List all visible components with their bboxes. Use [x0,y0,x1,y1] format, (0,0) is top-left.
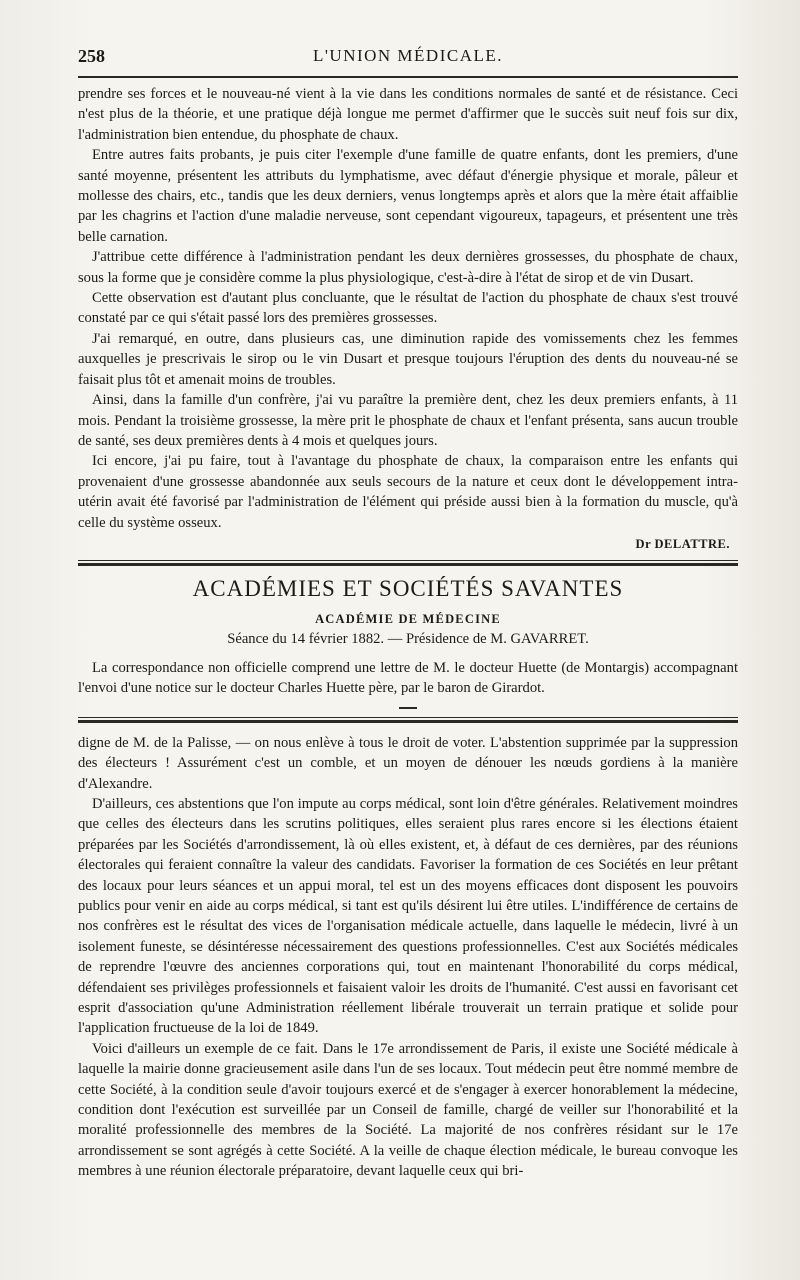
article-paragraph-3: J'attribue cette différence à l'administration pendant les deux dernières grossesses, du phosphate de chaux, sous la forme que je considère comme la plus physiologique, c'est-à-dire à l'état de sirop et de vin Dusart. [78,249,738,286]
subsection-title: ACADÉMIE DE MÉDECINE [315,611,501,626]
feuilleton [78,733,738,1182]
section-rule [78,560,738,566]
article-continued [78,84,738,552]
section-title: ACADÉMIES ET SOCIÉTÉS SAVANTES [192,575,624,601]
article-paragraph-4: Cette observation est d'autant plus concluante, que le résultat de l'action du phosphate de chaux s'est trouvé constaté par ce qui s'était passé lors des premières grossesses. [78,290,738,327]
feuilleton-paragraph-1: digne de M. de la Palisse, — on nous enlève à tous le droit de voter. L'abstention supprimée par la suppression des électeurs ! Assurément c'est un comble, et un moyen de dénouer les nœuds gordiens à la manière d'Alexandre. [78,734,738,792]
session-line: Séance du 14 février 1882. — Présidence de M. GAVARRET. [227,630,589,647]
article-paragraph-6: Ainsi, dans la famille d'un confrère, j'ai vu paraître la première dent, chez les deux premiers enfants, à 11 mois. Pendant la troisième grossesse, la mère prit le phosphate de chaux et l'enfant présenta, sans aucun trouble de santé, ses deux premières dents à 4 mois et quelques jours. [78,392,738,449]
article-paragraph-2: Entre autres faits probants, je puis citer l'exemple d'une famille de quatre enfants, dont les premiers, d'une santé moyenne, présentent les attributs du lymphatisme, avec défaut d'énergie physique et morale, pâleur et mollesse des chairs, etc., tandis que les deux derniers, venus longtemps après et alors que la mère était affaiblie par les chagrins et l'action d'une maladie nerveuse, sont cependant vigoureux, tapageurs, et présentent une très belle carnation. [78,147,738,245]
feuilleton-paragraph-2: D'ailleurs, ces abstentions que l'on impute au corps médical, sont loin d'être générales. Relativement moindres que celles des électeurs dans les scrutins politiques, elles seraient plus rares encore si les élections étaient préparées par les Sociétés d'arrondissement, là où elles existent, et, à défaut de ces dernières, par des réunions électorales qui feraient connaître la valeur des candidats. Favoriser la formation de ces Sociétés en leur prêtant des locaux pour leurs séances et un appui moral, tel est un des moyens efficaces dont disposent les pouvoirs publics pour venir en aide au corps médical, si tant est qu'ils désirent lui être utiles. L'indifférence de certains de nos confrères est le résultat des vices de l'organisation médicale actuelle, dans laquelle le médecin, livré à un isolement funeste, se désintéresse nécessairement des questions professionnelles. C'est aux Sociétés médicales de reprendre l'œuvre des anciennes corporations qui, tout en maintenant l'honorabilité du corps médical, défendaient ses privilèges professionnels et faisaient valoir les droits de l'humanité. C'est aussi en favorisant cet esprit d'association qu'une Administration réellement libérale trouverait un terrain pratique et solide pour l'application fructueuse de la loi de 1849. [78,795,738,1037]
article-paragraph-1: prendre ses forces et le nouveau-né vient à la vie dans les conditions normales de santé et de résistance. Ceci n'est plus de la théorie, et une pratique déjà longue me permet d'affirmer que le succès suit neuf fois sur dix, l'administration bien entendue, du phosphate de chaux. [78,86,738,143]
section-end-dash [399,707,417,709]
academies-section [78,576,738,709]
article-paragraph-5: J'ai remarqué, en outre, dans plusieurs cas, une diminution rapide des vomissements chez les femmes auxquelles je prescrivais le sirop ou le vin Dusart et presque toujours l'éruption des dents du nouveau-né se faisait plus tôt et amenait moins de troubles. [78,330,738,388]
article-paragraph-7: Ici encore, j'ai pu faire, tout à l'avantage du phosphate de chaux, la comparaison entre les enfants qui provenaient d'une grossesse abandonnée aux seuls secours de la nature et ceux dont le développement intra-utérin avait été favorisé par l'administration de l'élément qui préside aussi bien à la formation du muscle, qu'à celle du système osseux. [78,453,738,531]
page-header [78,38,738,72]
feuilleton-paragraph-3: Voici d'ailleurs un exemple de ce fait. Dans le 17e arrondissement de Paris, il existe une Société médicale à laquelle la mairie donne gracieusement asile dans l'un de ses locaux. Tout médecin peut être nommé membre de cette Société, à la condition seule d'avoir toujours exercé et de s'engager à exercer honorablement la médecine, condition dont l'exécution est surveillée par un Conseil de famille, chargé de veiller sur l'honorabilité et la moralité professionnelle des membres de la Société. La majorité de nos confrères résidant sur le 17e arrondissement se sont agrégés à cette Société. A la veille de chaque élection médicale, le bureau convoque les membres à une réunion électorale préparatoire, devant laquelle ceux qui bri- [78,1040,738,1180]
section-paragraph: La correspondance non officielle comprend une lettre de M. le docteur Huette (de Montargis) accompagnant l'envoi d'une notice sur le docteur Charles Huette père, par le baron de Girardot. [78,659,738,697]
header-rule [78,76,738,78]
running-head: L'UNION MÉDICALE. [312,46,504,65]
feuilleton-rule [78,717,738,723]
page-number: 258 [78,46,105,66]
author-signature: Dr DELATTRE. [635,536,730,551]
